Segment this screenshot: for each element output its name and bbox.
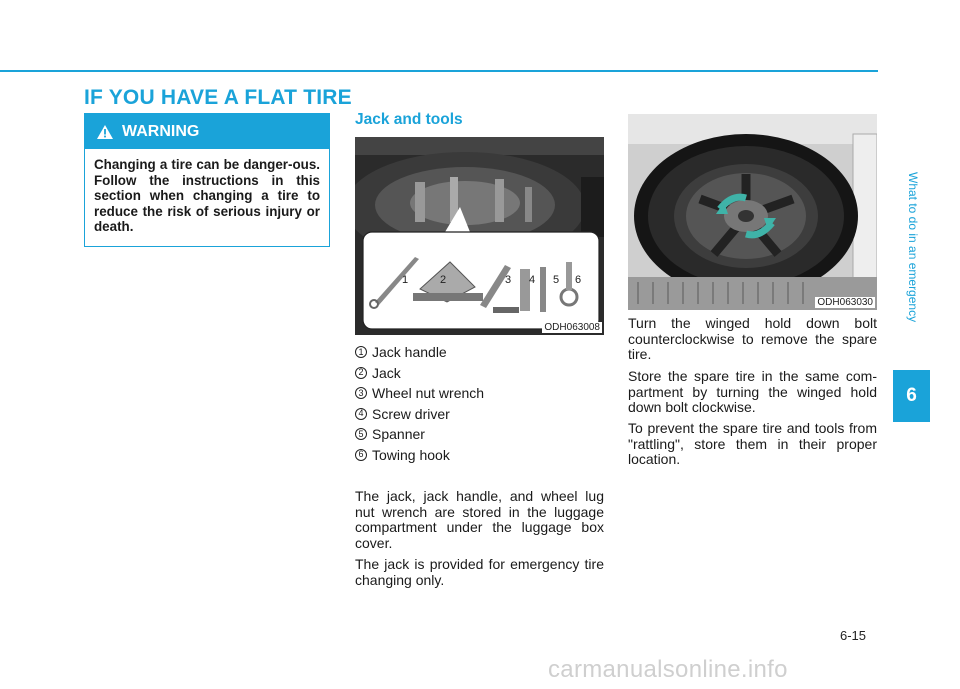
item-label: Towing hook [372,446,450,463]
item-label: Jack handle [372,344,447,360]
callout-4: 4 [529,274,536,286]
callout-6: 6 [575,274,582,286]
jack-usage-paragraph: The jack is provided for emergency tire changing only. [355,556,604,588]
callout-5: 5 [553,274,560,286]
section-title: IF YOU HAVE A FLAT TIRE [84,86,352,109]
list-item [355,407,484,421]
jack-tools-illustration [355,137,604,335]
jack-tools-drawing [355,137,604,335]
item-number: 3 [355,387,367,399]
tool-list [355,345,484,469]
item-number: 6 [355,449,367,461]
jack-and-tools-title: Jack and tools [355,111,463,128]
spare-tire-drawing [628,114,877,310]
item-label: Screw driver [372,405,450,422]
warning-box [84,113,330,247]
watermark: carmanualsonline.info [548,656,788,683]
warning-text: Changing a tire can be danger-ous. Follow the instructions in this section when changing a tire to reduce the risk of serious injury or death. [94,157,320,234]
page-number: 6-15 [840,628,867,643]
list-item [355,366,484,380]
list-item [355,345,484,359]
item-number: 2 [355,367,367,379]
callout-3: 3 [505,274,512,286]
remove-spare-paragraph: Turn the winged hold down bolt counterclockwise to remove the spare tire. [628,315,877,362]
item-label: Wheel nut wrench [372,385,485,402]
item-number: 1 [355,346,367,358]
item-number: 5 [355,428,367,440]
callout-1: 1 [402,274,409,286]
list-item [355,427,484,441]
chapter-tab: 6 [893,370,930,422]
callout-2: 2 [440,274,447,286]
jack-storage-paragraph: The jack, jack handle, and wheel lug nut wrench are stored in the luggage compartment under the luggage box cover. [355,488,604,551]
image-code-jack: ODH063008 [544,322,600,333]
item-label: Jack [372,364,401,381]
rattling-paragraph: To prevent the spare tire and tools from "rattling", store them in their proper location. [628,420,877,467]
warning-triangle-icon [96,124,114,140]
list-item [355,386,484,400]
spare-tire-illustration [628,114,877,310]
item-number: 4 [355,408,367,420]
image-code-spare: ODH063030 [817,297,873,308]
store-spare-paragraph: Store the spare tire in the same com-partment by turning the winged hold down bolt clockwise. [628,368,877,415]
top-rule [0,70,878,72]
item-label: Spanner [372,426,425,443]
warning-header [85,114,329,149]
chapter-label: What to do in an emergency [906,172,920,323]
list-item [355,448,484,462]
warning-heading: WARNING [122,122,200,140]
